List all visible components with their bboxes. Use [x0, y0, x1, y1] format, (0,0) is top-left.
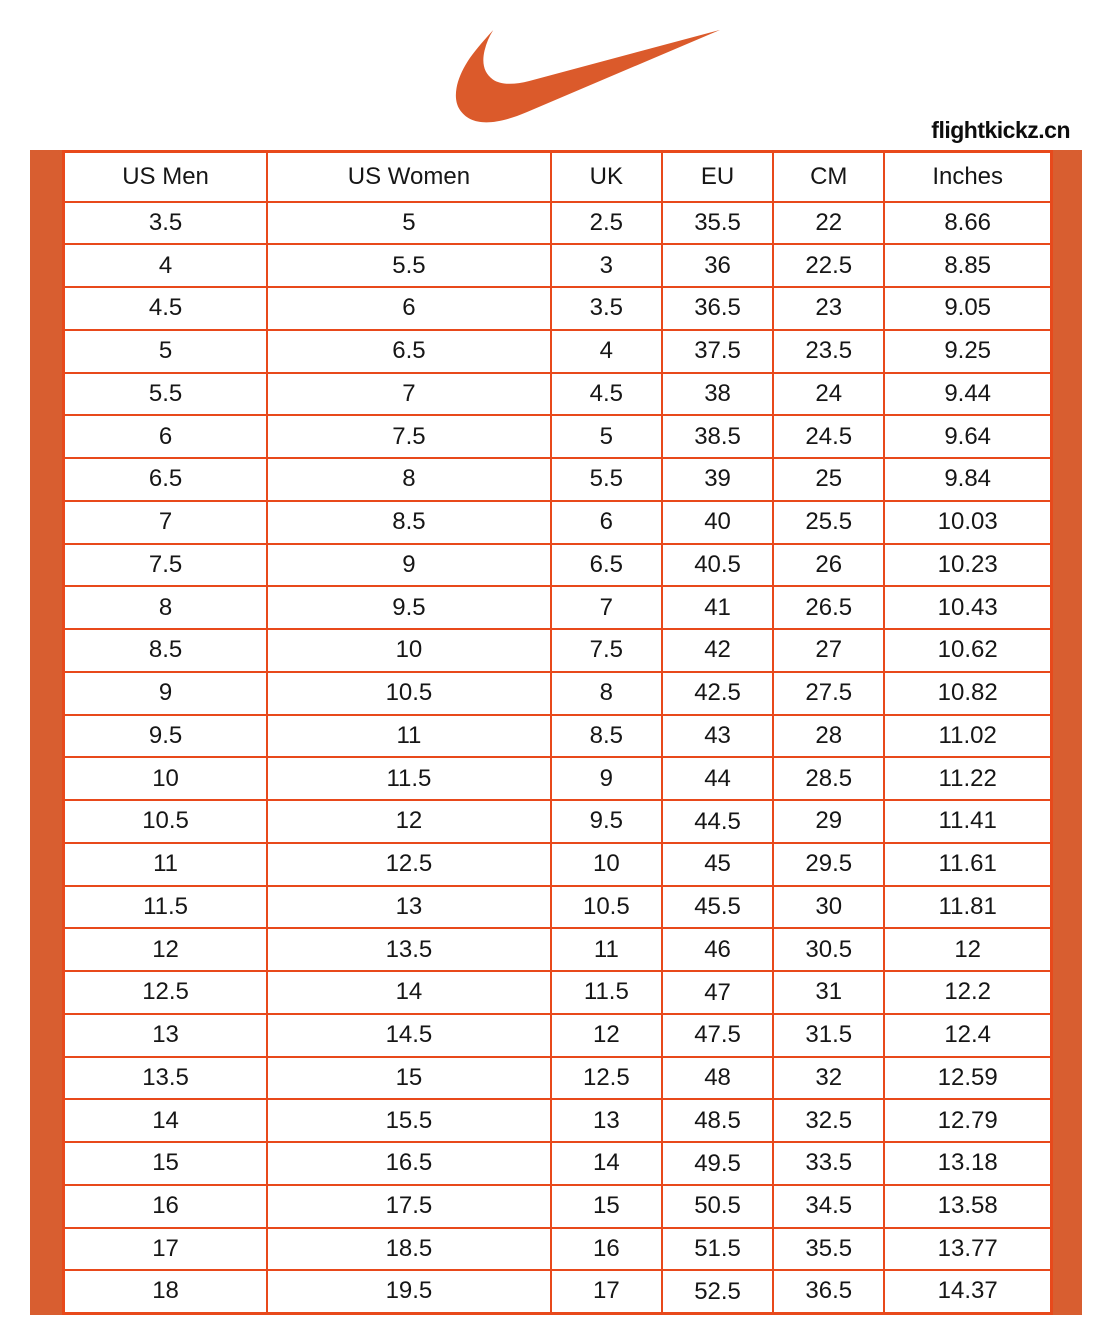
size-cell: 32 — [773, 1057, 884, 1100]
column-header: EU — [662, 152, 773, 202]
size-cell: 12 — [551, 1014, 662, 1057]
size-cell: 7.5 — [267, 415, 551, 458]
size-cell: 3 — [551, 244, 662, 287]
size-cell: 46 — [662, 928, 773, 971]
size-cell: 8 — [267, 458, 551, 501]
size-cell: 6 — [64, 415, 268, 458]
size-cell: 44 — [662, 757, 773, 800]
size-cell: 9 — [64, 672, 268, 715]
size-cell: 24.5 — [773, 415, 884, 458]
size-cell: 11.5 — [267, 757, 551, 800]
table-row — [64, 586, 1052, 629]
size-cell: 27.5 — [773, 672, 884, 715]
size-cell: 44.5 — [662, 800, 773, 843]
size-cell: 9.64 — [884, 415, 1051, 458]
size-cell: 5.5 — [551, 458, 662, 501]
size-cell: 11.61 — [884, 843, 1051, 886]
column-header: US Women — [267, 152, 551, 202]
size-cell: 24 — [773, 373, 884, 416]
size-cell: 11 — [64, 843, 268, 886]
size-cell: 12.5 — [551, 1057, 662, 1100]
size-cell: 31.5 — [773, 1014, 884, 1057]
size-cell: 38 — [662, 373, 773, 416]
size-cell: 13 — [551, 1099, 662, 1142]
table-row — [64, 1185, 1052, 1228]
size-cell: 48 — [662, 1057, 773, 1100]
size-cell: 17 — [551, 1270, 662, 1313]
site-name: flightkickz.cn — [931, 117, 1070, 143]
size-cell: 11.41 — [884, 800, 1051, 843]
size-cell: 6.5 — [64, 458, 268, 501]
size-cell: 12.5 — [267, 843, 551, 886]
size-cell: 29 — [773, 800, 884, 843]
size-cell: 7 — [551, 586, 662, 629]
size-chart-table — [62, 150, 1053, 1315]
size-cell: 36 — [662, 244, 773, 287]
size-cell: 15 — [64, 1142, 268, 1185]
size-cell: 12 — [267, 800, 551, 843]
size-cell: 10.43 — [884, 586, 1051, 629]
header-row — [64, 152, 1052, 202]
table-row — [64, 757, 1052, 800]
table-row — [64, 458, 1052, 501]
table-row — [64, 715, 1052, 758]
size-cell: 9.5 — [267, 586, 551, 629]
nike-swoosh-icon — [452, 26, 724, 124]
size-cell: 16 — [64, 1185, 268, 1228]
column-header: CM — [773, 152, 884, 202]
size-cell: 40.5 — [662, 544, 773, 587]
size-cell: 5 — [267, 202, 551, 245]
size-cell: 9.5 — [64, 715, 268, 758]
size-cell: 16.5 — [267, 1142, 551, 1185]
table-row — [64, 373, 1052, 416]
table-row — [64, 1014, 1052, 1057]
size-cell: 36.5 — [773, 1270, 884, 1313]
size-cell: 16 — [551, 1228, 662, 1271]
size-cell: 8.5 — [64, 629, 268, 672]
size-cell: 8 — [551, 672, 662, 715]
size-cell: 2.5 — [551, 202, 662, 245]
size-cell: 11.5 — [551, 971, 662, 1014]
size-cell: 11.81 — [884, 886, 1051, 929]
size-cell: 7.5 — [551, 629, 662, 672]
size-cell: 10.82 — [884, 672, 1051, 715]
size-cell: 4 — [551, 330, 662, 373]
size-cell: 15.5 — [267, 1099, 551, 1142]
size-cell: 10.03 — [884, 501, 1051, 544]
size-cell: 30.5 — [773, 928, 884, 971]
size-cell: 10 — [267, 629, 551, 672]
table-row — [64, 501, 1052, 544]
size-cell: 26 — [773, 544, 884, 587]
size-cell: 22 — [773, 202, 884, 245]
size-cell: 9.84 — [884, 458, 1051, 501]
size-cell: 9.05 — [884, 287, 1051, 330]
size-cell: 37.5 — [662, 330, 773, 373]
size-cell: 12 — [884, 928, 1051, 971]
left-accent-bar — [30, 150, 62, 1315]
size-cell: 15 — [267, 1057, 551, 1100]
size-cell: 13 — [267, 886, 551, 929]
size-cell: 12 — [64, 928, 268, 971]
size-cell: 9 — [551, 757, 662, 800]
size-cell: 23 — [773, 287, 884, 330]
size-cell: 48.5 — [662, 1099, 773, 1142]
size-cell: 3.5 — [64, 202, 268, 245]
size-cell: 4.5 — [551, 373, 662, 416]
size-cell: 12.79 — [884, 1099, 1051, 1142]
table-row — [64, 629, 1052, 672]
size-cell: 26.5 — [773, 586, 884, 629]
size-cell: 31 — [773, 971, 884, 1014]
table-body — [64, 202, 1052, 1314]
size-cell: 40 — [662, 501, 773, 544]
size-cell: 18 — [64, 1270, 268, 1313]
size-cell: 5 — [64, 330, 268, 373]
size-cell: 11.22 — [884, 757, 1051, 800]
size-cell: 15 — [551, 1185, 662, 1228]
table-row — [64, 287, 1052, 330]
size-cell: 12.2 — [884, 971, 1051, 1014]
size-cell: 36.5 — [662, 287, 773, 330]
size-cell: 35.5 — [773, 1228, 884, 1271]
size-cell: 10.5 — [551, 886, 662, 929]
size-cell: 27 — [773, 629, 884, 672]
size-cell: 12.5 — [64, 971, 268, 1014]
column-header: Inches — [884, 152, 1051, 202]
size-cell: 8.85 — [884, 244, 1051, 287]
size-cell: 7.5 — [64, 544, 268, 587]
size-cell: 17.5 — [267, 1185, 551, 1228]
size-cell: 4 — [64, 244, 268, 287]
size-cell: 10 — [64, 757, 268, 800]
size-cell: 12.4 — [884, 1014, 1051, 1057]
size-cell: 5.5 — [267, 244, 551, 287]
size-cell: 6 — [267, 287, 551, 330]
size-cell: 8.66 — [884, 202, 1051, 245]
size-cell: 39 — [662, 458, 773, 501]
table-row — [64, 244, 1052, 287]
size-cell: 14.5 — [267, 1014, 551, 1057]
table-row — [64, 928, 1052, 971]
size-cell: 13 — [64, 1014, 268, 1057]
size-cell: 34.5 — [773, 1185, 884, 1228]
size-cell: 3.5 — [551, 287, 662, 330]
size-cell: 45 — [662, 843, 773, 886]
size-cell: 41 — [662, 586, 773, 629]
size-cell: 14 — [64, 1099, 268, 1142]
table-row — [64, 415, 1052, 458]
size-cell: 18.5 — [267, 1228, 551, 1271]
size-cell: 50.5 — [662, 1185, 773, 1228]
size-cell: 13.58 — [884, 1185, 1051, 1228]
size-cell: 10.23 — [884, 544, 1051, 587]
size-cell: 11.02 — [884, 715, 1051, 758]
size-cell: 35.5 — [662, 202, 773, 245]
size-cell: 23.5 — [773, 330, 884, 373]
size-cell: 49.5 — [662, 1142, 773, 1185]
size-cell: 12.59 — [884, 1057, 1051, 1100]
size-cell: 51.5 — [662, 1228, 773, 1271]
table-band — [30, 150, 1082, 1315]
right-accent-bar — [1053, 150, 1082, 1315]
size-cell: 9.5 — [551, 800, 662, 843]
table-row — [64, 800, 1052, 843]
table-row — [64, 544, 1052, 587]
column-header: UK — [551, 152, 662, 202]
size-cell: 47 — [662, 971, 773, 1014]
size-cell: 47.5 — [662, 1014, 773, 1057]
table-row — [64, 202, 1052, 245]
size-cell: 6.5 — [551, 544, 662, 587]
size-cell: 33.5 — [773, 1142, 884, 1185]
size-cell: 4.5 — [64, 287, 268, 330]
size-cell: 14 — [267, 971, 551, 1014]
table-row — [64, 843, 1052, 886]
size-cell: 10.5 — [267, 672, 551, 715]
size-cell: 9.44 — [884, 373, 1051, 416]
size-cell: 38.5 — [662, 415, 773, 458]
size-cell: 29.5 — [773, 843, 884, 886]
size-cell: 13.18 — [884, 1142, 1051, 1185]
size-cell: 25 — [773, 458, 884, 501]
size-cell: 7 — [64, 501, 268, 544]
size-cell: 28.5 — [773, 757, 884, 800]
table-row — [64, 1099, 1052, 1142]
size-cell: 10.62 — [884, 629, 1051, 672]
size-cell: 5 — [551, 415, 662, 458]
size-cell: 42.5 — [662, 672, 773, 715]
size-cell: 25.5 — [773, 501, 884, 544]
size-cell: 8 — [64, 586, 268, 629]
table-row — [64, 1057, 1052, 1100]
size-cell: 6.5 — [267, 330, 551, 373]
size-cell: 14 — [551, 1142, 662, 1185]
size-cell: 13.77 — [884, 1228, 1051, 1271]
table-row — [64, 330, 1052, 373]
size-cell: 10.5 — [64, 800, 268, 843]
size-cell: 13.5 — [267, 928, 551, 971]
size-cell: 45.5 — [662, 886, 773, 929]
table-row — [64, 1142, 1052, 1185]
size-cell: 7 — [267, 373, 551, 416]
size-cell: 11.5 — [64, 886, 268, 929]
size-cell: 43 — [662, 715, 773, 758]
table-header — [64, 152, 1052, 202]
size-cell: 19.5 — [267, 1270, 551, 1313]
table-row — [64, 1270, 1052, 1313]
size-cell: 8.5 — [551, 715, 662, 758]
size-cell: 11 — [267, 715, 551, 758]
size-cell: 32.5 — [773, 1099, 884, 1142]
table-row — [64, 971, 1052, 1014]
size-cell: 22.5 — [773, 244, 884, 287]
size-cell: 17 — [64, 1228, 268, 1271]
size-cell: 5.5 — [64, 373, 268, 416]
size-cell: 30 — [773, 886, 884, 929]
size-cell: 6 — [551, 501, 662, 544]
size-cell: 52.5 — [662, 1270, 773, 1313]
table-row — [64, 1228, 1052, 1271]
size-cell: 28 — [773, 715, 884, 758]
size-cell: 14.37 — [884, 1270, 1051, 1313]
size-cell: 11 — [551, 928, 662, 971]
page-header — [0, 0, 1100, 150]
table-row — [64, 672, 1052, 715]
column-header: US Men — [64, 152, 268, 202]
table-row — [64, 886, 1052, 929]
size-cell: 10 — [551, 843, 662, 886]
size-cell: 8.5 — [267, 501, 551, 544]
size-cell: 42 — [662, 629, 773, 672]
size-cell: 9.25 — [884, 330, 1051, 373]
size-cell: 13.5 — [64, 1057, 268, 1100]
size-cell: 9 — [267, 544, 551, 587]
